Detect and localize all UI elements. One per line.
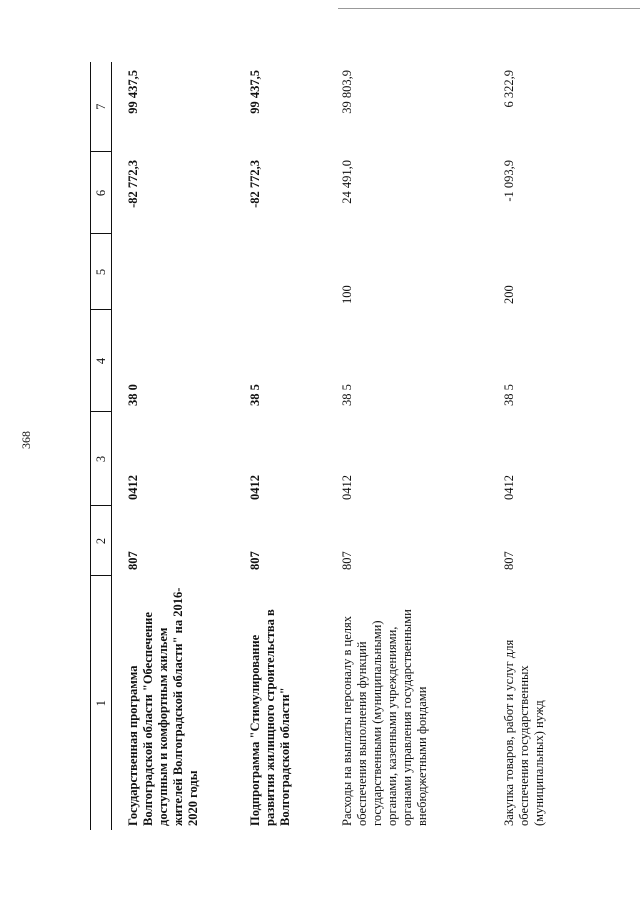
column-header: 7: [91, 62, 112, 152]
cell-section-code: 0412: [247, 475, 262, 500]
row-name: Закупка товаров, работ и услуг для обеспечения государственных (муниципальных) нужд: [501, 639, 546, 826]
cell-change-amount: 24 491,0: [339, 160, 354, 204]
cell-total-amount: 99 437,5: [126, 70, 140, 114]
cell-section-code: 0412: [501, 475, 516, 500]
column-header: 1: [91, 576, 112, 830]
cell-expense-type: 100: [339, 285, 354, 304]
cell-ministry-code: 807: [126, 551, 140, 570]
row-name: Расходы на выплаты персоналу в целях обеспечения выполнения функций государственными (муниципальными) органами, казенными учреждениями, органами управления государственными внебюджетными фондами: [339, 609, 429, 826]
cell-program-code: 38 5: [501, 384, 516, 406]
column-header: 5: [91, 234, 112, 310]
cell-program-code: 38 0: [126, 384, 140, 406]
cell-program-code: 38 5: [247, 384, 262, 406]
table-header-row: [91, 62, 112, 830]
cell-change-amount: -82 772,3: [247, 160, 262, 208]
column-header: 3: [91, 412, 112, 506]
cell-section-code: 0412: [339, 475, 354, 500]
table-row: [488, 62, 564, 830]
cell-total-amount: 39 803,9: [339, 70, 354, 114]
column-header: 6: [91, 152, 112, 234]
cell-expense-type: [112, 234, 234, 310]
page-number: 368: [19, 431, 33, 449]
top-rule: [338, 8, 640, 9]
cell-program-code: 38 5: [339, 384, 354, 406]
cell-expense-type: 200: [501, 285, 516, 304]
row-name: Подпрограмма "Стимулирование развития жилищного строительства в Волгоградской области": [247, 609, 292, 826]
cell-ministry-code: 807: [501, 551, 516, 570]
table-row: [234, 62, 326, 830]
budget-table: [90, 62, 564, 830]
cell-total-amount: 99 437,5: [247, 70, 262, 114]
row-name: Государственная программа Волгоградской области "Обеспечение доступным и комфортным жильем жителей Волгоградской области" на 2016-2020 годы: [126, 587, 200, 826]
cell-ministry-code: 807: [247, 551, 262, 570]
cell-section-code: 0412: [126, 475, 140, 500]
cell-change-amount: -1 093,9: [501, 160, 516, 202]
column-header: 4: [91, 310, 112, 412]
column-header: 2: [91, 506, 112, 576]
rotated-page-content: [90, 70, 620, 830]
cell-ministry-code: 807: [339, 551, 354, 570]
cell-expense-type: [234, 234, 326, 310]
table-row: [112, 62, 234, 830]
cell-total-amount: 6 322,9: [501, 70, 516, 108]
table-row: [326, 62, 488, 830]
cell-change-amount: -82 772,3: [126, 160, 140, 208]
